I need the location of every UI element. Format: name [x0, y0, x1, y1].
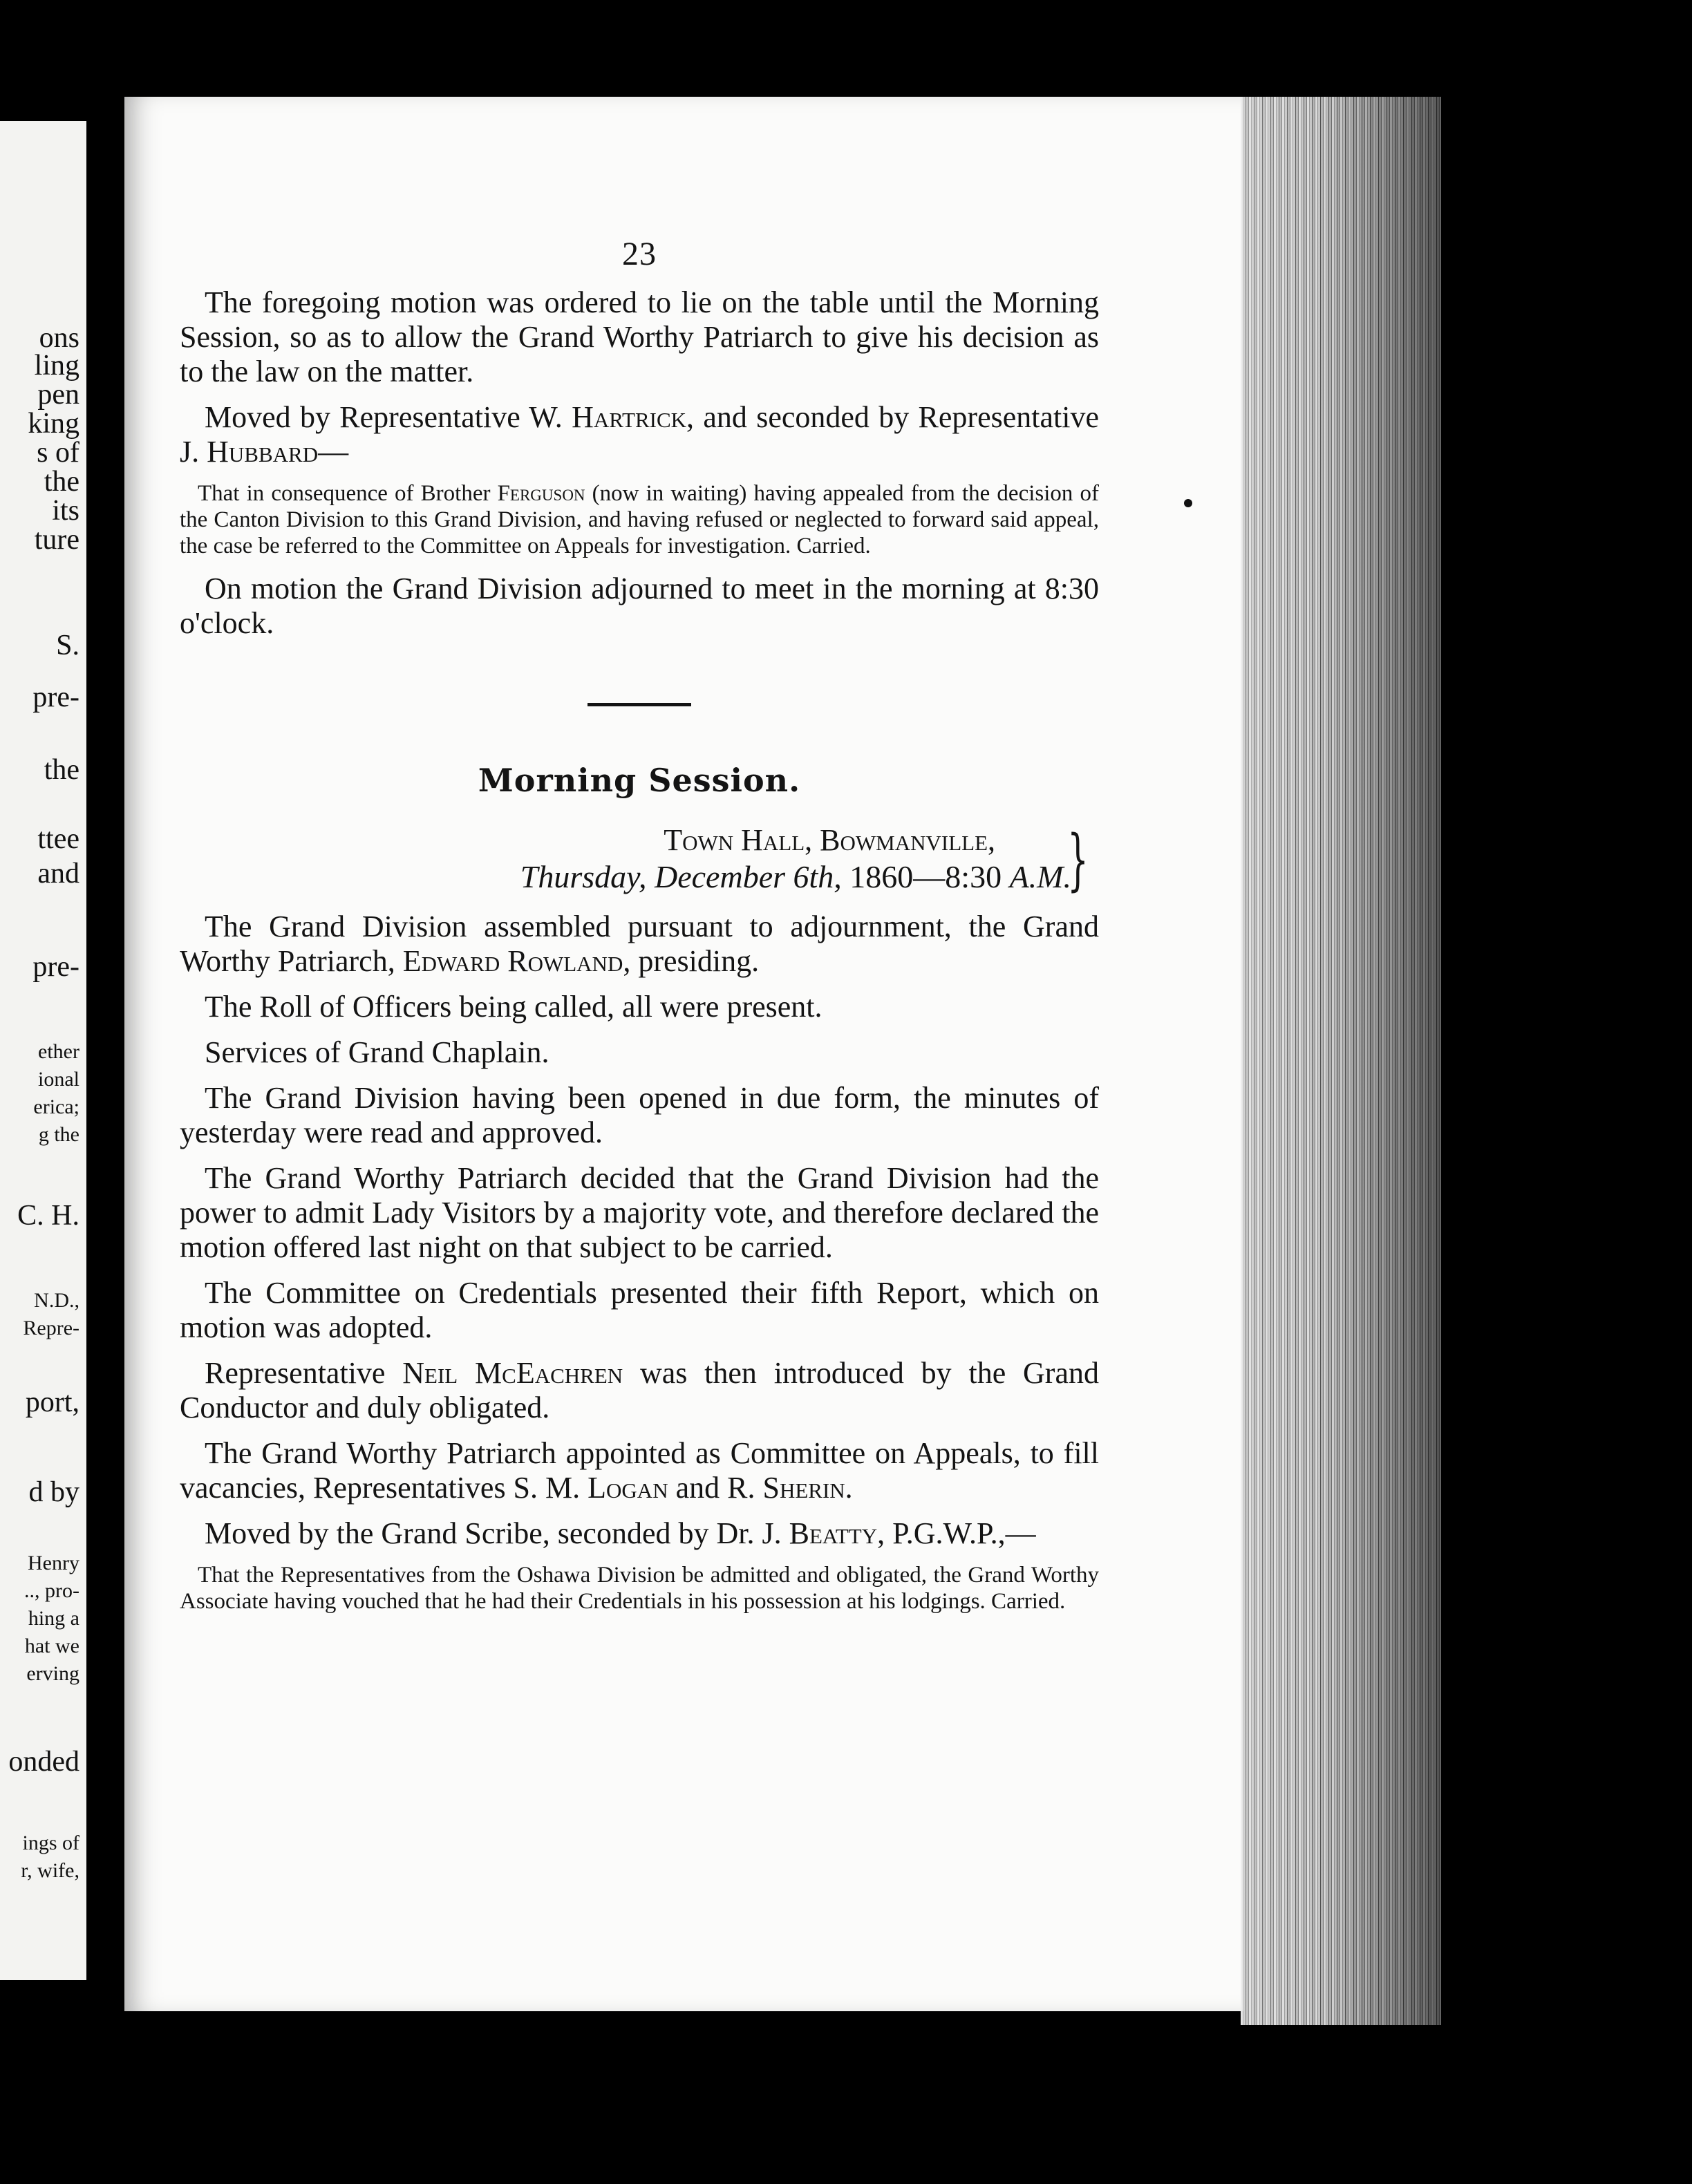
left-fragment: hing a — [28, 1607, 79, 1630]
paragraph: The foregoing motion was ordered to lie on the table until the Morning Session, so as to allow the Grand Worthy Patriarch to give his decision as to the law on the matter. — [180, 285, 1099, 388]
person-name: Sherin — [762, 1471, 845, 1505]
text: That in consequence of Brother — [198, 481, 498, 506]
left-fragment: Henry — [28, 1552, 79, 1574]
text: The Grand Worthy Patriarch appointed as Committee on Appeals, to fill vacancies, Representatives S. M. — [180, 1436, 1099, 1505]
page-number: 23 — [622, 236, 657, 272]
left-fragment: ons — [39, 322, 79, 354]
left-fragment: C. H. — [17, 1200, 79, 1232]
left-fragment: ether — [38, 1040, 79, 1063]
person-name: Hubbard — [207, 435, 319, 469]
paragraph — [180, 1516, 1099, 1551]
left-fragment: S. — [56, 630, 79, 661]
left-fragment: the — [44, 466, 79, 498]
paragraph: The Grand Worthy Patriarch decided that the Grand Division had the power to admit Lady Visitors by a majority vote, and therefore declared the motion offered last night on that subject to be carried. — [180, 1161, 1099, 1264]
section-divider — [588, 703, 691, 706]
page-edges-shade — [1241, 97, 1441, 2025]
person-name: Hartrick — [572, 400, 687, 434]
text: was then introduced by the Grand Conductor and duly obligated. — [180, 1356, 1099, 1424]
dateline-meridiem: A.M. — [1009, 859, 1071, 894]
left-fragment: hat we — [24, 1635, 79, 1657]
paragraph: The Committee on Credentials presented their fifth Report, which on motion was adopted. — [180, 1276, 1099, 1344]
text: , P.G.W.P.,— — [877, 1516, 1036, 1550]
left-fragment: Repre- — [23, 1317, 79, 1339]
left-fragment: s of — [37, 437, 79, 469]
left-fragment: N.D., — [34, 1289, 79, 1312]
left-fragment: pre- — [32, 681, 79, 713]
text: . — [845, 1471, 853, 1505]
left-fragment: onded — [8, 1746, 79, 1778]
left-fragment: g the — [38, 1123, 79, 1146]
paragraph — [180, 910, 1099, 979]
left-fragment: ttee — [37, 823, 79, 855]
left-fragment: d by — [28, 1476, 79, 1508]
left-fragment: pen — [37, 379, 79, 411]
text: , and seconded by Representative J. — [180, 400, 1099, 469]
brace-glyph: } — [1067, 821, 1089, 898]
text: Moved by Representative W. — [205, 400, 572, 434]
left-fragment: and — [37, 858, 79, 889]
person-name: Logan — [588, 1471, 668, 1505]
dateline — [180, 822, 1099, 896]
resolution — [180, 480, 1099, 559]
text: , presiding. — [623, 944, 760, 978]
page-content — [180, 235, 1099, 1627]
left-fragment: erica; — [33, 1095, 79, 1118]
ink-speck — [1184, 499, 1192, 507]
person-name: Neil McEachren — [402, 1356, 623, 1390]
left-fragment: ings of — [22, 1832, 79, 1854]
left-fragment: pre- — [32, 951, 79, 983]
text: (now in waiting) having appealed from the decision of the Canton Division to this Grand Division, and having refused or neglected to forward said appeal, the case be referred to the Committee on Appeals for investigation. Carried. — [180, 481, 1099, 558]
person-name: Ferguson — [497, 481, 585, 506]
dateline-place: Town Hall, Bowmanville, — [664, 823, 995, 857]
person-name: Edward Rowland — [402, 944, 623, 978]
left-fragment: r, wife, — [21, 1859, 79, 1882]
resolution: That the Representatives from the Oshawa Division be admitted and obligated, the Grand Worthy Associate having vouched that he had their Credentials in his possession at his lodgings. Carried. — [180, 1563, 1099, 1614]
person-name: Beatty — [789, 1516, 878, 1550]
left-facing-page — [0, 121, 86, 1980]
left-fragment: ling — [34, 350, 79, 382]
paragraph: Services of Grand Chaplain. — [205, 1035, 549, 1069]
dateline-date — [180, 858, 1071, 896]
left-fragment: ional — [38, 1068, 79, 1091]
left-fragment: king — [28, 408, 79, 440]
section-heading: Morning Session. — [478, 762, 801, 799]
text: The Grand Division assembled pursuant to adjournment, the Grand Worthy Patriarch, — [180, 910, 1099, 978]
text: Moved by the Grand Scribe, seconded by Dr. J. — [205, 1516, 789, 1550]
left-fragment: its — [52, 495, 79, 527]
paragraph — [180, 1356, 1099, 1425]
left-fragment: .., pro- — [24, 1579, 79, 1602]
paragraph — [180, 1436, 1099, 1505]
left-fragment: erving — [26, 1662, 79, 1685]
paragraph — [180, 400, 1099, 469]
text: and R. — [668, 1471, 763, 1505]
paragraph: The Grand Division having been opened in due form, the minutes of yesterday were read and approved. — [180, 1081, 1099, 1149]
paragraph: The Roll of Officers being called, all were present. — [205, 990, 822, 1024]
left-fragment: port, — [25, 1386, 79, 1418]
text: Representative — [205, 1356, 403, 1390]
text: — — [318, 435, 349, 469]
left-fragment: the — [44, 754, 79, 786]
dateline-time: 1860—8:30 — [841, 859, 1010, 894]
book-gutter — [86, 104, 124, 2011]
paragraph: On motion the Grand Division adjourned to meet in the morning at 8:30 o'clock. — [180, 572, 1099, 640]
dateline-day: Thursday, December 6th, — [520, 859, 842, 894]
left-fragment: ture — [34, 524, 79, 556]
